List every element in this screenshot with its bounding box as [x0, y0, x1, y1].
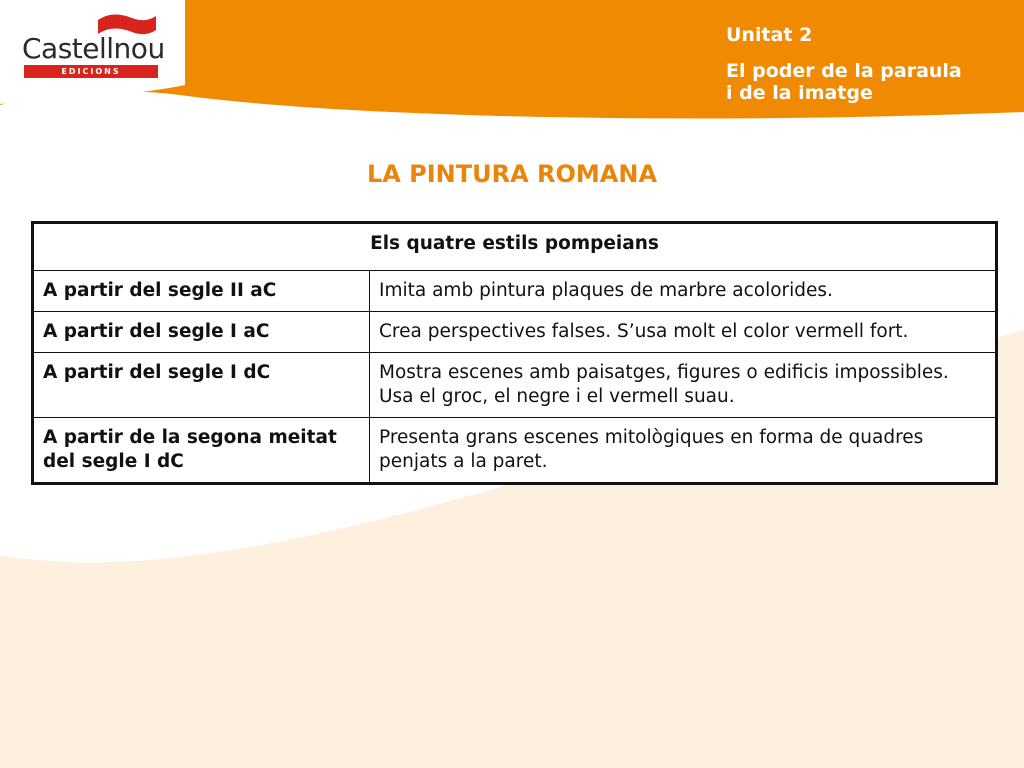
description-cell: Mostra escenes amb paisatges, figures o edificis impossibles. Usa el groc, el negre i el vermell suau. — [370, 353, 997, 418]
table-header: Els quatre estils pompeians — [33, 223, 997, 271]
period-cell: A partir del segle I dC — [33, 353, 370, 418]
logo-subtitle: EDICIONS — [24, 65, 158, 78]
unit-number: Unitat 2 — [726, 24, 813, 46]
unit-header — [726, 24, 962, 104]
description-cell: Imita amb pintura plaques de marbre acolorides. — [370, 271, 997, 312]
unit-title-line-1: El poder de la paraula — [726, 60, 962, 82]
unit-title-line-2: i de la imatge — [726, 82, 873, 104]
table-row — [33, 418, 997, 484]
period-cell: A partir de la segona meitat del segle I dC — [33, 418, 370, 484]
period-cell: A partir del segle II aC — [33, 271, 370, 312]
table-row — [33, 353, 997, 418]
period-cell: A partir del segle I aC — [33, 312, 370, 353]
table-row — [33, 271, 997, 312]
logo-wordmark: Castellnou — [22, 32, 165, 65]
castellnou-logo — [22, 10, 165, 78]
table-row — [33, 312, 997, 353]
table-header-row — [33, 223, 997, 271]
description-cell: Presenta grans escenes mitològiques en forma de quadres penjats a la paret. — [370, 418, 997, 484]
pompeian-styles-table — [31, 221, 998, 485]
page-title: LA PINTURA ROMANA — [366, 160, 658, 188]
description-cell: Crea perspectives falses. S’usa molt el color vermell fort. — [370, 312, 997, 353]
